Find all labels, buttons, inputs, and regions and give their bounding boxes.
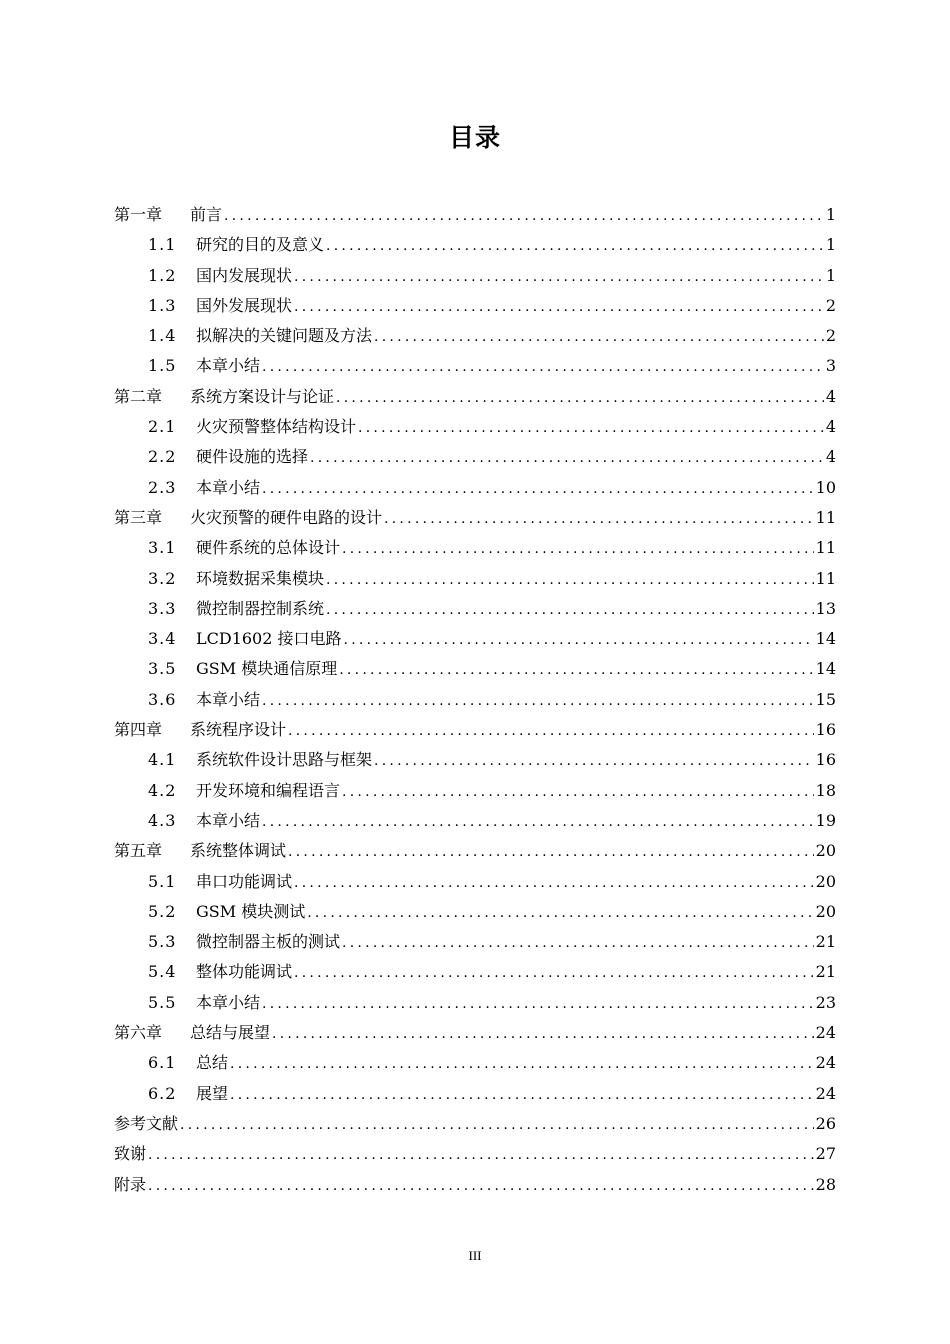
toc-entry-title: 微控制器控制系统 [196, 598, 325, 618]
toc-dot-leader [342, 534, 814, 563]
toc-entry-title: GSM 模块测试 [196, 901, 306, 921]
toc-section-entry[interactable] [114, 654, 836, 684]
toc-section-entry[interactable] [114, 564, 836, 594]
toc-chapter-entry[interactable] [114, 200, 836, 230]
toc-dot-leader [374, 746, 814, 775]
toc-dot-leader [310, 443, 824, 472]
toc-entry-number: 5.3 [148, 932, 177, 952]
toc-entry-title: 本章小结 [196, 992, 261, 1012]
toc-entry-page: 24 [815, 1023, 836, 1043]
toc-entry-number: 3.5 [148, 659, 177, 679]
toc-entry-title: 研究的目的及意义 [196, 235, 325, 255]
toc-dot-leader [272, 1019, 814, 1048]
toc-entry-page: 11 [815, 568, 836, 588]
toc-section-entry[interactable] [114, 291, 836, 321]
toc-entry-title: 系统方案设计与论证 [190, 386, 335, 406]
toc-entry-number: 第三章 [114, 507, 163, 527]
toc-entry-title: 拟解决的关键问题及方法 [196, 326, 373, 346]
toc-entry-title: GSM 模块通信原理 [196, 659, 338, 679]
toc-section-entry[interactable] [114, 321, 836, 351]
toc-entry-page: 20 [815, 841, 836, 861]
toc-dot-leader [262, 352, 824, 381]
toc-entry-number: 6.1 [148, 1053, 177, 1073]
toc-entry-title: 致谢 [114, 1144, 147, 1164]
toc-dot-leader [148, 1140, 814, 1169]
page-number: III [468, 1248, 482, 1263]
toc-entry-title: 硬件设施的选择 [196, 447, 309, 467]
toc-entry-number: 5.1 [148, 871, 177, 891]
toc-dot-leader [262, 807, 814, 836]
toc-section-entry[interactable] [114, 624, 836, 654]
toc-entry-page: 24 [815, 1053, 836, 1073]
toc-entry-number: 3.6 [148, 689, 177, 709]
toc-entry-title: 环境数据采集模块 [196, 568, 325, 588]
toc-chapter-entry[interactable] [114, 1109, 836, 1139]
toc-entry-title: 系统软件设计思路与框架 [196, 750, 373, 770]
toc-section-entry[interactable] [114, 957, 836, 987]
toc-dot-leader [294, 262, 824, 291]
toc-dot-leader [326, 565, 814, 594]
toc-entry-title: 本章小结 [196, 477, 261, 497]
toc-entry-number: 3.3 [148, 598, 177, 618]
table-of-contents [114, 200, 836, 1200]
toc-entry-page: 27 [815, 1144, 836, 1164]
toc-entry-number: 5.5 [148, 992, 177, 1012]
toc-dot-leader [307, 898, 813, 927]
toc-entry-number: 3.1 [148, 538, 177, 558]
toc-entry-page: 20 [815, 901, 836, 921]
toc-dot-leader [294, 868, 814, 897]
toc-entry-title: 国外发展现状 [196, 295, 293, 315]
toc-section-entry[interactable] [114, 988, 836, 1018]
toc-dot-leader [148, 1171, 814, 1200]
toc-dot-leader [344, 625, 814, 654]
toc-entry-title: 展望 [196, 1083, 229, 1103]
toc-entry-title: 整体功能调试 [196, 962, 293, 982]
toc-entry-title: 开发环境和编程语言 [196, 780, 341, 800]
toc-entry-title: 前言 [190, 205, 223, 224]
toc-entry-number: 2.2 [148, 447, 177, 467]
toc-entry-title: LCD1602 接口电路 [196, 629, 342, 649]
toc-entry-number: 第五章 [114, 841, 163, 861]
toc-section-entry[interactable] [114, 806, 836, 836]
toc-chapter-entry[interactable] [114, 1170, 836, 1200]
toc-entry-number: 第六章 [114, 1023, 163, 1043]
toc-dot-leader [342, 777, 814, 806]
toc-entry-number: 5.2 [148, 901, 177, 921]
toc-entry-number: 4.2 [148, 780, 177, 800]
toc-section-entry[interactable] [114, 261, 836, 291]
toc-chapter-entry[interactable] [114, 836, 836, 866]
toc-entry-number: 3.2 [148, 568, 177, 588]
toc-section-entry[interactable] [114, 1079, 836, 1109]
toc-entry-title: 参考文献 [114, 1113, 179, 1133]
toc-entry-page: 1 [825, 265, 836, 285]
toc-section-entry[interactable] [114, 745, 836, 775]
toc-entry-page: 14 [815, 659, 836, 679]
toc-entry-page: 4 [825, 447, 836, 467]
toc-entry-title: 串口功能调试 [196, 871, 293, 891]
toc-entry-title: 火灾预警的硬件电路的设计 [190, 507, 383, 527]
toc-section-entry[interactable] [114, 351, 836, 381]
toc-entry-number: 1.1 [148, 235, 177, 255]
toc-dot-leader [262, 686, 814, 715]
toc-entry-title: 硬件系统的总体设计 [196, 538, 341, 558]
toc-entry-page: 3 [825, 356, 836, 376]
toc-entry-title: 本章小结 [196, 810, 261, 830]
toc-entry-page: 26 [815, 1113, 836, 1133]
toc-entry-page: 15 [815, 689, 836, 709]
toc-entry-page: 21 [815, 962, 836, 982]
toc-chapter-entry[interactable] [114, 1139, 836, 1169]
toc-entry-title: 附录 [114, 1174, 147, 1194]
toc-entry-page: 14 [815, 629, 836, 649]
toc-dot-leader [336, 383, 824, 412]
toc-section-entry[interactable] [114, 594, 836, 624]
toc-dot-leader [288, 716, 814, 745]
page-title: 目录 [448, 123, 501, 152]
toc-chapter-entry[interactable] [114, 1018, 836, 1048]
toc-section-entry[interactable] [114, 1048, 836, 1078]
toc-chapter-entry[interactable] [114, 715, 836, 745]
toc-section-entry[interactable] [114, 897, 836, 927]
toc-entry-page: 20 [815, 871, 836, 891]
toc-dot-leader [180, 1110, 814, 1139]
toc-entry-number: 第四章 [114, 720, 163, 740]
toc-entry-title: 系统整体调试 [190, 841, 287, 861]
toc-entry-page: 18 [815, 780, 836, 800]
toc-dot-leader [326, 595, 814, 624]
toc-entry-number: 5.4 [148, 962, 177, 982]
toc-section-entry[interactable] [114, 412, 836, 442]
toc-entry-page: 21 [815, 932, 836, 952]
toc-dot-leader [384, 504, 814, 533]
toc-entry-page: 2 [825, 326, 836, 346]
toc-dot-leader [326, 231, 824, 260]
toc-entry-number: 1.4 [148, 326, 177, 346]
toc-entry-number: 1.5 [148, 356, 177, 376]
toc-entry-page: 16 [815, 720, 836, 740]
toc-entry-number: 第二章 [114, 386, 163, 406]
toc-entry-number: 1.2 [148, 265, 177, 285]
toc-entry-number: 2.1 [148, 417, 177, 437]
toc-entry-page: 19 [815, 810, 836, 830]
toc-entry-title: 火灾预警整体结构设计 [196, 417, 357, 437]
toc-entry-page: 28 [815, 1174, 836, 1194]
toc-entry-title: 本章小结 [196, 689, 261, 709]
toc-section-entry[interactable] [114, 927, 836, 957]
toc-dot-leader [342, 928, 814, 957]
toc-entry-page: 1 [825, 205, 836, 224]
toc-entry-page: 13 [815, 598, 836, 618]
toc-section-entry[interactable] [114, 533, 836, 563]
toc-section-entry[interactable] [114, 685, 836, 715]
toc-dot-leader [358, 413, 824, 442]
toc-entry-page: 4 [825, 386, 836, 406]
toc-dot-leader [288, 837, 814, 866]
toc-dot-leader [262, 989, 814, 1018]
toc-entry-number: 2.3 [148, 477, 177, 497]
toc-entry-number: 4.3 [148, 810, 177, 830]
toc-entry-page: 16 [815, 750, 836, 770]
toc-dot-leader [230, 1080, 814, 1109]
toc-dot-leader [374, 322, 824, 351]
toc-entry-number: 3.4 [148, 629, 177, 649]
toc-dot-leader [294, 292, 824, 321]
toc-section-entry[interactable] [114, 230, 836, 260]
toc-entry-page: 2 [825, 295, 836, 315]
toc-entry-number: 6.2 [148, 1083, 177, 1103]
toc-entry-title: 总结与展望 [190, 1023, 271, 1043]
toc-entry-title: 总结 [196, 1053, 229, 1073]
toc-entry-title: 本章小结 [196, 356, 261, 376]
toc-dot-leader [224, 201, 824, 230]
toc-entry-page: 24 [815, 1083, 836, 1103]
toc-section-entry[interactable] [114, 867, 836, 897]
toc-section-entry[interactable] [114, 473, 836, 503]
toc-entry-number: 第一章 [114, 205, 163, 224]
toc-entry-title: 微控制器主板的测试 [196, 932, 341, 952]
toc-entry-page: 11 [815, 507, 836, 527]
toc-entry-number: 4.1 [148, 750, 177, 770]
toc-entry-page: 1 [825, 235, 836, 255]
toc-entry-page: 23 [815, 992, 836, 1012]
toc-entry-number: 1.3 [148, 295, 177, 315]
toc-section-entry[interactable] [114, 442, 836, 472]
toc-chapter-entry[interactable] [114, 503, 836, 533]
toc-dot-leader [339, 655, 813, 684]
toc-entry-page: 11 [815, 538, 836, 558]
toc-entry-page: 4 [825, 417, 836, 437]
toc-section-entry[interactable] [114, 776, 836, 806]
toc-chapter-entry[interactable] [114, 382, 836, 412]
toc-dot-leader [262, 474, 814, 503]
toc-dot-leader [294, 958, 814, 987]
toc-entry-title: 国内发展现状 [196, 265, 293, 285]
toc-entry-title: 系统程序设计 [190, 720, 287, 740]
toc-dot-leader [230, 1049, 814, 1078]
toc-entry-page: 10 [815, 477, 836, 497]
